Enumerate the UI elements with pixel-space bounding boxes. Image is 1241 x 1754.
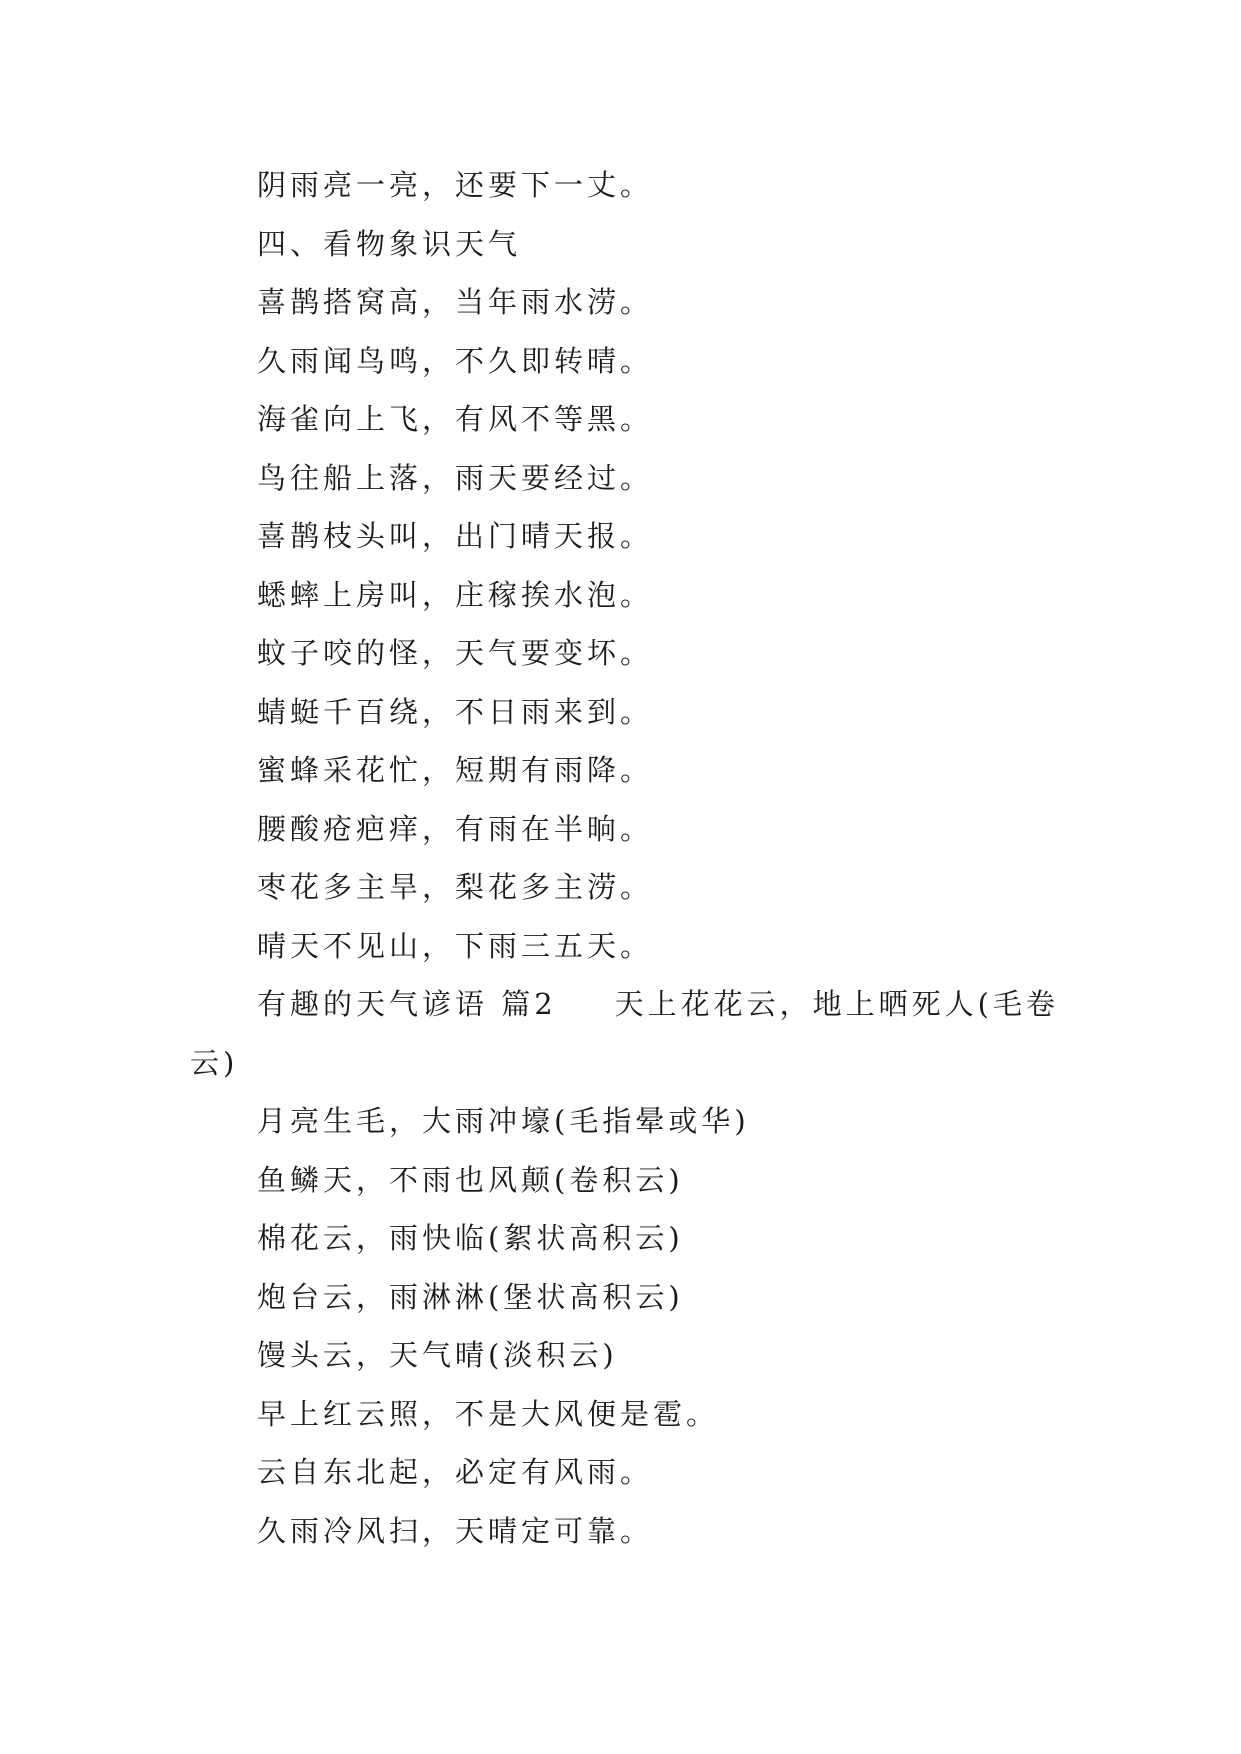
proverb-line: 海雀向上飞，有风不等黑。: [257, 402, 654, 436]
section-2-paragraph: [190, 975, 1070, 1092]
proverb-line: 阴雨亮一亮，还要下一丈。: [257, 168, 654, 202]
proverb-line: 鸟往船上落，雨天要经过。: [257, 460, 654, 495]
proverb-line: 蟋蟀上房叫，庄稼挨水泡。: [257, 577, 654, 612]
proverb-line: 枣花多主旱，梨花多主涝。: [257, 870, 654, 904]
document-body: [190, 156, 1070, 1560]
proverb-line: 馒头云，天气晴(淡积云): [257, 1338, 618, 1372]
proverb-line: 久雨闻鸟鸣，不久即转晴。: [257, 343, 654, 378]
proverb-line: 棉花云，雨快临(絮状高积云): [257, 1221, 684, 1255]
proverb-line: 鱼鳞天，不雨也风颠(卷积云): [257, 1162, 684, 1197]
section-heading-look-at-phenomena: 四、看物象识天气: [257, 226, 522, 261]
proverb-text: 天上花花云，地上晒死人(毛卷云): [190, 987, 1059, 1080]
proverb-line: 腰酸疮疤痒，有雨在半晌。: [257, 811, 654, 846]
section-2-heading: 有趣的天气谚语 篇2: [257, 987, 557, 1021]
proverb-line: 喜鹊搭窝高，当年雨水涝。: [257, 285, 654, 319]
proverb-line: 蚊子咬的怪，天气要变坏。: [257, 636, 654, 670]
proverb-line: 云自东北起，必定有风雨。: [257, 1455, 654, 1489]
proverb-line: 喜鹊枝头叫，出门晴天报。: [257, 519, 654, 553]
proverb-line: 晴天不见山，下雨三五天。: [257, 928, 654, 963]
proverb-line: 炮台云，雨淋淋(堡状高积云): [257, 1279, 684, 1314]
proverb-line: 早上红云照，不是大风便是雹。: [257, 1396, 720, 1431]
proverb-line: 久雨冷风扫，天晴定可靠。: [257, 1513, 654, 1548]
proverb-line: 蜜蜂采花忙，短期有雨降。: [257, 753, 654, 787]
proverb-line: 月亮生毛，大雨冲壕(毛指晕或华): [257, 1104, 750, 1138]
proverb-line: 蜻蜓千百绕，不日雨来到。: [257, 694, 654, 729]
